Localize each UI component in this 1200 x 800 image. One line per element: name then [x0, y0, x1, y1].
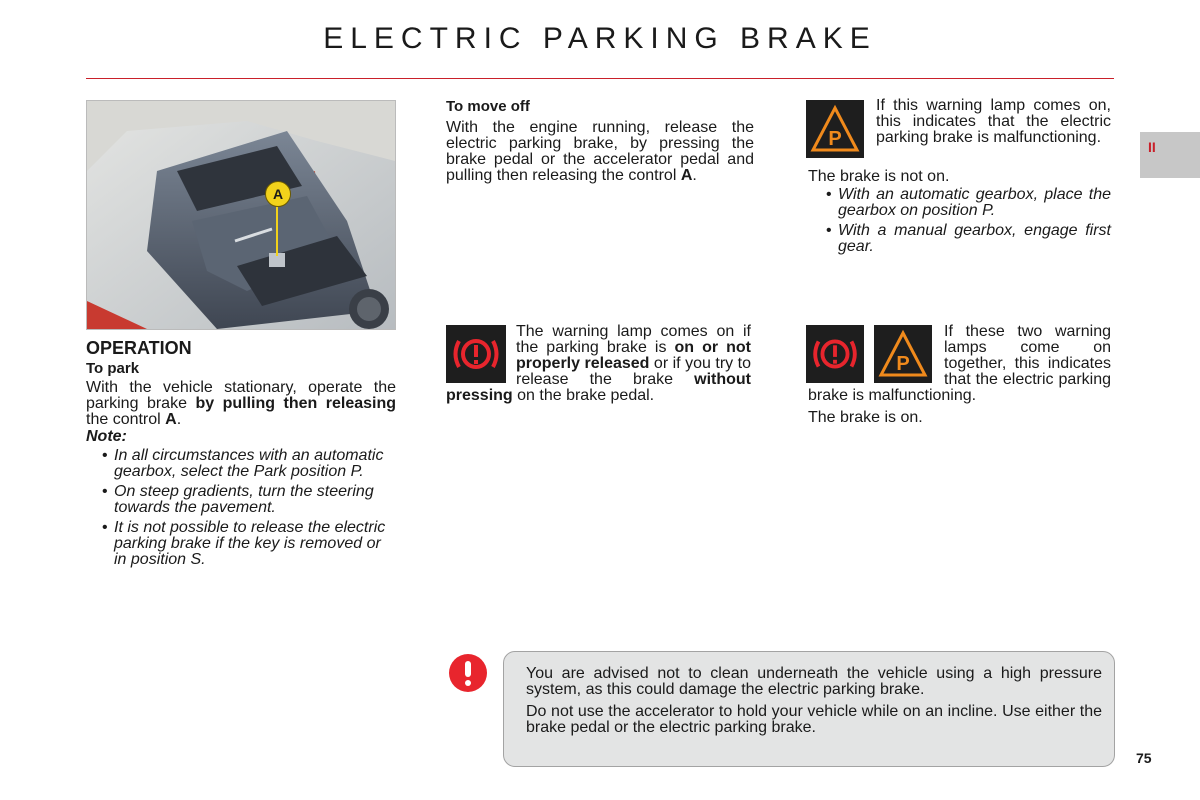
page-title: ELECTRIC PARKING BRAKE: [323, 22, 877, 55]
note-item: • It is not possible to release the electric parking brake if the key is removed or in position S.: [102, 519, 386, 568]
move-off-text-part: With the engine running, release the electric parking brake, by pressing the brake pedal or the accelerator pedal and pulling then releasing the control: [446, 119, 754, 184]
move-off-text-part: .: [692, 167, 697, 184]
console-photo: [86, 100, 396, 330]
park-text-part: .: [176, 411, 182, 428]
to-park-text: [86, 380, 396, 428]
warning-text-bold: on or not properly released: [516, 339, 751, 372]
move-off-section: [446, 98, 754, 184]
warning-text-part: The warning lamp comes on if the parking brake is: [516, 323, 751, 356]
notice-text: [526, 666, 1102, 736]
to-park-heading: To park: [86, 360, 140, 377]
warning-text-part: or if you try to release the brake: [516, 355, 751, 388]
chapter-tab: [1140, 132, 1200, 178]
warning-text-part: on the brake pedal.: [512, 387, 655, 404]
notice-paragraph: Do not use the accelerator to hold your vehicle while on an incline. Use either the brake pedal or the electric parking brake.: [526, 703, 1102, 736]
operation-section: [86, 338, 396, 572]
control-A-ref: A: [680, 167, 693, 184]
move-off-text: [446, 120, 754, 184]
malfunction-item: • With an automatic gearbox, place the gearbox on position P.: [826, 186, 1111, 219]
note-list: [102, 448, 396, 568]
page-number: 75: [1136, 750, 1152, 766]
callout-A: A: [265, 181, 291, 207]
malfunction-details: [808, 169, 1111, 259]
park-text-bold: by pulling then releasing: [195, 395, 397, 412]
brake-on-text: The brake is on.: [808, 409, 923, 426]
control-A-ref: A: [165, 411, 177, 428]
note-item: • In all circumstances with an automatic gearbox, select the Park position P.: [102, 447, 384, 480]
operation-heading: OPERATION: [86, 338, 192, 358]
title-divider: [86, 78, 1114, 79]
notice-paragraph: You are advised not to clean underneath the vehicle using a high pressure system, as this could damage the electric parking brake.: [526, 665, 1102, 698]
chapter-tab-label: II: [1148, 139, 1156, 155]
malfunction-lamp-icon: [806, 100, 864, 158]
malfunction-item: • With a manual gearbox, engage first gear.: [826, 222, 1111, 255]
malfunction-text: If this warning lamp comes on, this indicates that the electric parking brake is malfunctioning.: [876, 97, 1111, 146]
brake-not-on-text: The brake is not on.: [808, 168, 950, 185]
note-item: • On steep gradients, turn the steering towards the pavement.: [102, 483, 374, 516]
svg-text:P: P: [828, 128, 842, 150]
svg-text:P: P: [896, 353, 910, 375]
notice-box: [503, 651, 1115, 767]
move-off-heading: To move off: [446, 98, 530, 115]
brake-on-warning-text: [446, 324, 751, 404]
note-label: Note:: [86, 428, 127, 445]
park-text-part: the control: [86, 411, 166, 428]
console-illustration: [87, 101, 395, 329]
park-text-part: With the vehicle stationary, operate the parking brake: [86, 379, 396, 412]
alert-icon: [449, 654, 487, 692]
malfunction-list: [826, 187, 1111, 255]
both-lamps-text: If these two warning lamps come on together, this indicates that the electric parking brake is malfunctioning.: [808, 323, 1111, 404]
warning-text-bold: without pressing: [446, 371, 751, 404]
